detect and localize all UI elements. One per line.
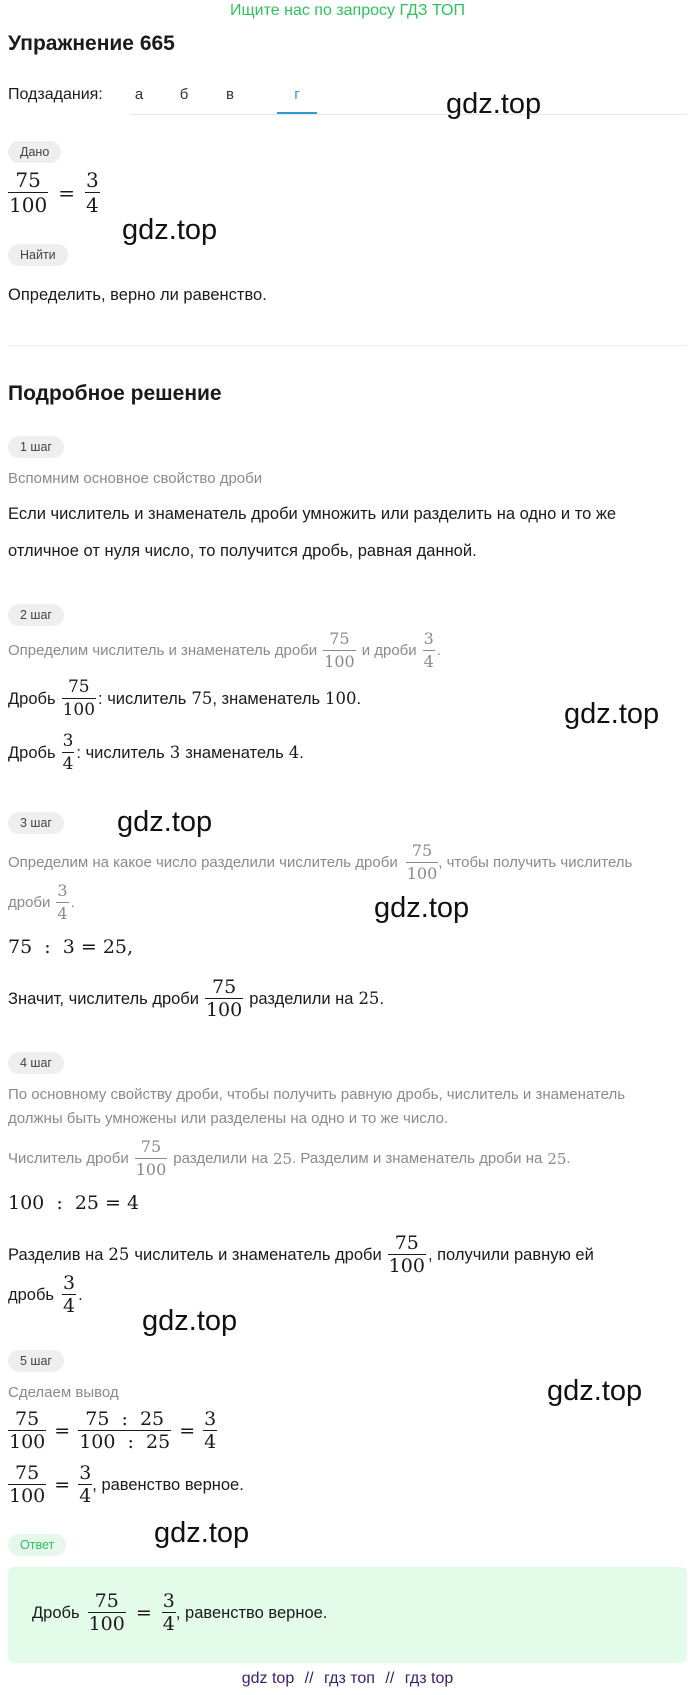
hint-text: . [436,641,442,659]
step-4-badge: 4 шаг [8,1052,64,1074]
fraction-numerator: 3 [423,629,434,648]
footer-link[interactable]: гдз top [404,1670,454,1687]
line-text: Дробь [32,1603,80,1622]
find-badge: Найти [8,244,68,266]
answer-badge: Ответ [8,1534,66,1556]
watermark: gdz.top [446,88,542,120]
watermark: gdz.top [374,892,470,924]
line-text: Дробь [8,743,56,762]
step-4-hint-2: должны быть умножены или разделены на одно и то же число. [8,1110,449,1127]
answer-text [32,1590,327,1635]
fraction-denominator: 100 : 25 [79,1431,171,1453]
hint-text: . Разделим и знаменатель дроби на [292,1149,543,1167]
math-value: 25 [358,988,380,1008]
equals-sign: = [58,180,75,205]
fraction-denominator: 4 [85,193,99,217]
fraction-denominator: 4 [62,754,74,774]
subtasks-divider [130,114,687,115]
step-3-calculation: 75 : 3 = 25, [8,936,134,958]
step-2-badge: 2 шаг [8,604,64,626]
hint-text: Определим числитель и знаменатель дроби [8,641,318,659]
line-text: , равенство верное. [175,1603,328,1622]
subtask-tab-v[interactable]: в [226,86,234,103]
step-5-badge: 5 шаг [8,1350,64,1372]
fraction-numerator: 75 [15,168,41,192]
math-value: 75 [191,688,213,708]
line-text: , равенство верное. [92,1475,244,1494]
line-text: Разделив на [8,1245,104,1264]
fraction-denominator: 100 [9,193,48,217]
watermark: gdz.top [122,214,218,246]
footer-links [0,1670,695,1688]
line-text: , получили равную ей [427,1245,594,1264]
step-4-hint-1: По основному свойству дроби, чтобы получить равную дробь, числитель и знаменатель [8,1086,626,1103]
fraction-numerator: 75 [94,1590,119,1612]
math-value: 100 [325,688,357,708]
fraction-denominator: 4 [423,652,434,671]
step-2-line-2 [8,730,304,775]
footer-separator: // [304,1670,314,1687]
watermark: gdz.top [117,806,213,838]
step-1-line-2: отличное от нуля число, то получится дробь, равная данной. [8,542,477,560]
math-value: 3 [169,742,181,762]
fraction-denominator: 4 [79,1485,92,1507]
given-equation [8,168,100,217]
equals-sign: = [135,1601,152,1624]
subtask-tab-g[interactable]: г [294,86,300,103]
step-3-hint-1 [8,840,632,885]
subtasks-label: Подзадания: [8,86,103,103]
step-2-line-1 [8,676,361,721]
line-text: . [379,989,385,1008]
fraction-numerator: 75 [15,1462,40,1484]
line-text: . [299,743,304,762]
line-text: числитель и знаменатель дроби [134,1245,382,1264]
step-4-hint-3 [8,1136,571,1181]
footer-separator: // [385,1670,395,1687]
line-text: . [356,689,362,708]
subtask-tab-a[interactable]: а [134,86,144,103]
fraction-denominator: 4 [57,904,68,923]
fraction-denominator: 100 [9,1431,46,1453]
equals-sign: = [54,1473,71,1496]
fraction-numerator: 3 [85,168,99,192]
step-1-line-1: Если числитель и знаменатель дроби умножить или разделить на одно и то же [8,505,617,523]
fraction-denominator: 100 [388,1255,425,1277]
fraction-denominator: 100 [88,1613,125,1635]
footer-link[interactable]: гдз топ [324,1670,375,1687]
active-tab-indicator [277,112,317,114]
line-text: : числитель [76,743,165,762]
math-value: 25 [108,1244,130,1264]
solution-heading: Подробное решение [8,382,222,405]
step-5-chain [8,1408,217,1453]
equals-sign: = [54,1419,71,1442]
search-banner: Ищите нас по запросу ГДЗ ТОП [230,2,465,19]
fraction-numerator: 75 [394,1232,419,1254]
line-text: : числитель [98,689,187,708]
step-5-conclusion [8,1462,244,1507]
equals-sign: = [179,1419,196,1442]
section-divider [8,345,687,346]
line-text: . [78,1285,83,1304]
line-text: дробь [8,1285,55,1304]
step-2-hint [8,628,441,673]
hint-text: , чтобы получить числитель [438,853,633,871]
line-text: разделили на [249,989,354,1008]
fraction-denominator: 4 [204,1431,217,1453]
fraction-denominator: 4 [63,1295,76,1317]
step-4-conclusion-1 [8,1232,594,1277]
fraction-numerator: 3 [79,1462,92,1484]
hint-text: Числитель дроби [8,1149,129,1167]
watermark: gdz.top [154,1517,250,1549]
fraction-denominator: 100 [324,652,355,671]
fraction-denominator: 100 [9,1485,46,1507]
fraction-denominator: 100 [62,700,96,720]
fraction-numerator: 75 [329,629,350,648]
fraction-numerator: 3 [204,1408,217,1430]
step-5-hint: Сделаем вывод [8,1384,119,1401]
hint-text: Определим на какое число разделили числитель дроби [8,853,398,871]
step-3-hint-2 [8,880,75,925]
fraction-numerator: 75 [411,841,433,860]
fraction-numerator: 75 : 25 [85,1408,165,1430]
footer-link[interactable]: gdz top [241,1670,295,1687]
line-text: , знаменатель [212,689,321,708]
step-3-conclusion [8,976,384,1021]
watermark: gdz.top [564,698,660,730]
fraction-numerator: 75 [67,677,90,697]
watermark: gdz.top [142,1305,238,1337]
subtask-tab-b[interactable]: б [179,86,189,103]
hint-text: разделили на [173,1149,268,1167]
fraction-numerator: 3 [57,881,68,900]
step-4-conclusion-2 [8,1272,83,1317]
fraction-denominator: 100 [135,1160,167,1179]
hint-text: . [70,893,75,911]
hint-text: и дроби [361,641,417,659]
fraction-denominator: 4 [162,1613,175,1635]
math-value: 4 [288,742,300,762]
fraction-numerator: 75 [212,976,237,998]
math-value: 25 [272,1149,293,1168]
fraction-numerator: 3 [62,731,74,751]
fraction-numerator: 3 [63,1272,76,1294]
page-title: Упражнение 665 [8,32,175,55]
step-1-hint: Вспомним основное свойство дроби [8,470,263,487]
fraction-numerator: 75 [140,1137,162,1156]
step-3-badge: 3 шаг [8,812,64,834]
step-1-badge: 1 шаг [8,436,64,458]
fraction-denominator: 100 [406,864,438,883]
fraction-numerator: 75 [15,1408,40,1430]
hint-text: дроби [8,893,51,911]
hint-text: . [566,1149,571,1167]
watermark: gdz.top [547,1375,643,1407]
given-badge: Дано [8,141,61,163]
find-text: Определить, верно ли равенство. [8,286,267,304]
fraction-denominator: 100 [205,999,243,1021]
line-text: Значит, числитель дроби [8,989,199,1008]
line-text: Дробь [8,689,56,708]
math-value: 25 [547,1149,567,1168]
step-4-calculation: 100 : 25 = 4 [8,1192,140,1214]
line-text: знаменатель [185,743,284,762]
fraction-numerator: 3 [162,1590,175,1612]
